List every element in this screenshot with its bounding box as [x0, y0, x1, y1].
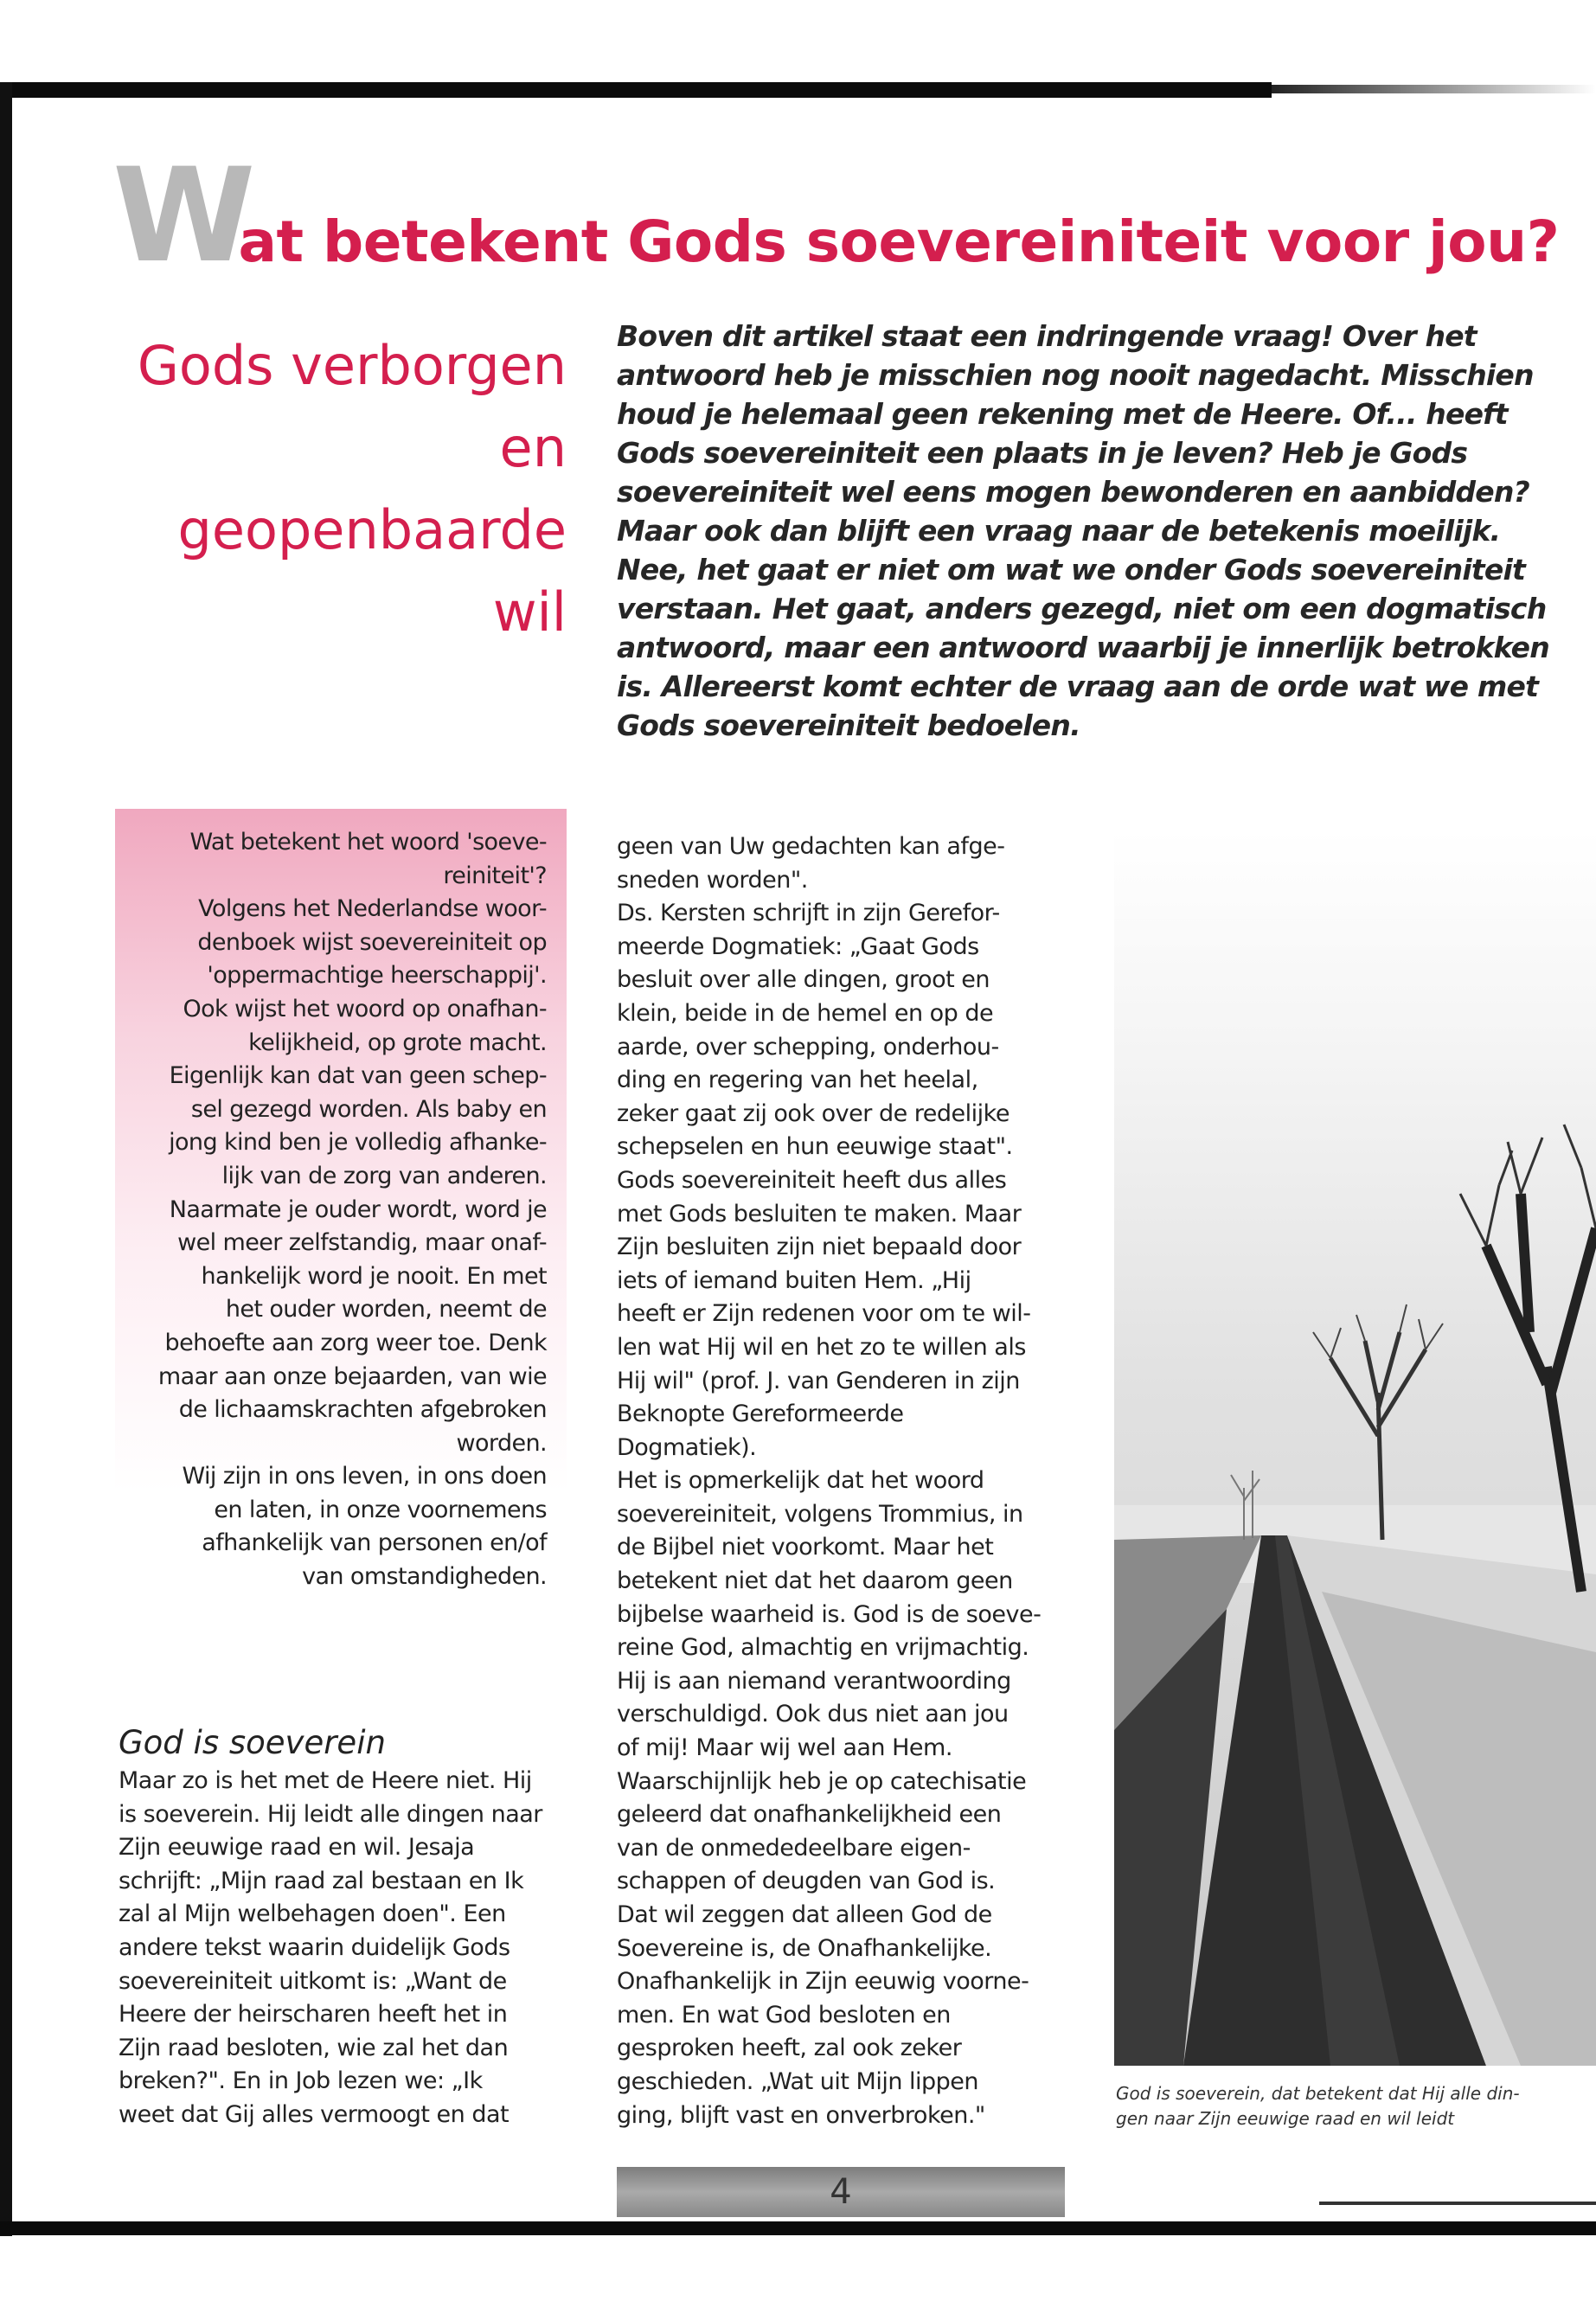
sidebar-line: 'oppermachtige heerschappij'.	[207, 962, 547, 990]
subtitle-line: Gods verborgen	[137, 334, 567, 397]
caption-line: gen naar Zijn eeuwige raad en wil leidt	[1116, 2108, 1455, 2129]
body-line: van de onmededeelbare eigen-	[617, 1834, 971, 1862]
body-line: Zijn besluiten zijn niet bepaald door	[617, 1234, 1022, 1261]
sidebar-line: Naarmate je ouder wordt, word je	[169, 1195, 547, 1223]
body-line: schappen of deugden van God is.	[617, 1868, 996, 1895]
article-subtitle	[112, 324, 567, 653]
sidebar-line: behoefte aan zorg weer toe. Denk	[164, 1329, 547, 1356]
top-border-fade	[1272, 85, 1596, 93]
top-border-bar	[0, 82, 1272, 98]
body-line: geschieden. „Wat uit Mijn lippen	[617, 2067, 979, 2095]
body-line: sneden worden".	[617, 866, 808, 894]
sidebar-line: sel gezegd worden. Als baby en	[190, 1095, 547, 1123]
sidebar-line: hankelijk word je nooit. En met	[201, 1262, 547, 1290]
title-dropcap: W	[112, 141, 246, 292]
body-line: len wat Hij wil en het zo te willen als	[617, 1333, 1026, 1361]
body-line: is soeverein. Hij leidt alle dingen naar	[119, 1800, 542, 1828]
intro-paragraph: Boven dit artikel staat een indringende vraag! Over het antwoord heb je misschien nog nooit nagedacht. Misschien houd je helemaal geen rekening met de Heere. Of... heeft Gods soevereiniteit een plaats in je leven? Heb je Gods soevereiniteit wel eens mogen bewonderen en aanbidden? Maar ook dan blijft een vraag naar de betekenis moeilijk. Nee, het gaat er niet om wat we onder Gods soevereiniteit verstaan. Het gaat, anders gezegd, niet om een dogmatisch antwoord, maar een antwoord waarbij je innerlijk betrokken is. Allereerst komt echter de vraag aan de orde wat we met Gods soevereiniteit bedoelen.	[617, 319, 1549, 742]
sidebar-line: Wij zijn in ons leven, in ons doen	[182, 1463, 547, 1490]
title-text: at betekent Gods soevereiniteit voor jou?	[238, 208, 1560, 275]
body-line: Gods soevereiniteit heeft dus alles	[617, 1166, 1007, 1194]
body-line: aarde, over schepping, onderhou-	[617, 1033, 999, 1061]
sidebar-line: jong kind ben je volledig afhanke-	[169, 1129, 547, 1157]
body-line: met Gods besluiten te maken. Maar	[617, 1200, 1022, 1227]
sidebar-line: reiniteit'?	[443, 862, 547, 889]
middle-column-text	[617, 830, 1075, 2132]
body-line: andere tekst waarin duidelijk Gods	[119, 1933, 510, 1961]
body-line: geleerd dat onafhankelijkheid een	[617, 1801, 1002, 1829]
subtitle-line: geopenbaarde	[177, 498, 567, 561]
sidebar-line: worden.	[456, 1429, 547, 1457]
subtitle-line: wil	[492, 580, 567, 644]
winter-road-illustration	[1114, 830, 1596, 2066]
sidebar-line: Ook wijst het woord op onafhan-	[183, 995, 547, 1022]
section-heading: God is soeverein	[119, 1724, 386, 1761]
body-line: breken?". En in Job lezen we: „Ik	[119, 2067, 483, 2095]
sidebar-line: Eigenlijk kan dat van geen schep-	[169, 1062, 547, 1090]
body-line: Hij is aan niemand verantwoording	[617, 1667, 1011, 1695]
body-line: of mij! Maar wij wel aan Hem.	[617, 1734, 952, 1762]
body-line: meerde Dogmatiek: „Gaat Gods	[617, 933, 979, 960]
sidebar-line: wel meer zelfstandig, maar onaf-	[177, 1229, 547, 1257]
sidebar-line: kelijkheid, op grote macht.	[248, 1029, 547, 1056]
body-line: Zijn eeuwige raad en wil. Jesaja	[119, 1834, 475, 1862]
sidebar-line: afhankelijk van personen en/of	[202, 1529, 547, 1557]
body-line: zeker gaat zij ook over de redelijke	[617, 1099, 1010, 1127]
body-line: besluit over alle dingen, groot en	[617, 966, 990, 994]
body-line: geen van Uw gedachten kan afge-	[617, 833, 1005, 860]
body-line: schrijft: „Mijn raad zal bestaan en Ik	[119, 1867, 524, 1894]
body-line: bijbelse waarheid is. God is de soeve-	[617, 1600, 1042, 1628]
body-line: Het is opmerkelijk dat het woord	[617, 1467, 984, 1495]
body-line: reine God, almachtig en vrijmachtig.	[617, 1634, 1029, 1662]
body-line: Onafhankelijk in Zijn eeuwig voorne-	[617, 1968, 1029, 1996]
body-line: verschuldigd. Ook dus niet aan jou	[617, 1701, 1009, 1728]
body-line: Hij wil" (prof. J. van Genderen in zijn	[617, 1367, 1020, 1394]
body-line: iets of iemand buiten Hem. „Hij	[617, 1266, 971, 1294]
photo-caption	[1116, 2081, 1557, 2131]
sidebar-line: maar aan onze bejaarden, van wie	[157, 1362, 547, 1390]
sidebar-line: Wat betekent het woord 'soeve-	[189, 829, 547, 856]
sidebar-line: de lichaamskrachten afgebroken	[178, 1396, 547, 1424]
body-line: heeft er Zijn redenen voor om te wil-	[617, 1300, 1031, 1328]
body-line: Zijn raad besloten, wie zal het dan	[119, 2034, 509, 2061]
sidebar-line: van omstandigheden.	[302, 1563, 547, 1591]
body-line: men. En wat God besloten en	[617, 2001, 951, 2029]
sidebar-line: denboek wijst soevereiniteit op	[197, 928, 547, 956]
article-title	[112, 141, 1583, 292]
body-line: gesproken heeft, zal ook zeker	[617, 2035, 962, 2062]
body-line: Waarschijnlijk heb je op catechisatie	[617, 1767, 1027, 1795]
page-number-bar	[617, 2167, 1065, 2217]
body-line: klein, beide in de hemel en op de	[617, 999, 994, 1027]
sidebar-line: het ouder worden, neemt de	[225, 1296, 547, 1324]
left-column-text	[119, 1765, 568, 2132]
body-line: weet dat Gij alles vermoogt en dat	[119, 2100, 510, 2128]
body-line: schepselen en hun eeuwige staat".	[617, 1133, 1013, 1161]
page-number: 4	[830, 2172, 852, 2212]
body-line: Dat wil zeggen dat alleen God de	[617, 1901, 992, 1928]
left-page-edge	[0, 82, 12, 2236]
sidebar-line: lijk van de zorg van anderen.	[221, 1162, 547, 1189]
body-line: Dogmatiek).	[617, 1433, 757, 1461]
sidebar-text	[130, 826, 547, 1594]
body-line: Beknopte Gereformeerde	[617, 1400, 904, 1428]
landscape-photo	[1114, 830, 1596, 2066]
sidebar-line: Volgens het Nederlandse woor-	[198, 895, 547, 923]
body-line: zal al Mijn welbehagen doen". Een	[119, 1900, 506, 1928]
body-line: Heere der heirscharen heeft het in	[119, 2001, 508, 2029]
body-line: Maar zo is het met de Heere niet. Hij	[119, 1767, 532, 1794]
body-line: Soevereine is, de Onafhankelijke.	[617, 1934, 992, 1962]
body-line: soevereiniteit, volgens Trommius, in	[617, 1500, 1023, 1528]
body-line: de Bijbel niet voorkomt. Maar het	[617, 1534, 994, 1561]
body-line: Ds. Kersten schrijft in zijn Gerefor-	[617, 900, 1000, 927]
body-line: ding en regering van het heelal,	[617, 1067, 978, 1094]
body-line: betekent niet dat het daarom geen	[617, 1567, 1013, 1595]
body-line: ging, blijft vast en onverbroken."	[617, 2101, 985, 2129]
bottom-rule	[1319, 2202, 1596, 2205]
bottom-border-bar	[0, 2221, 1596, 2235]
caption-line: God is soeverein, dat betekent dat Hij alle din-	[1116, 2083, 1520, 2104]
body-line: soevereiniteit uitkomt is: „Want de	[119, 1967, 507, 1995]
sidebar-line: en laten, in onze voornemens	[214, 1496, 547, 1523]
subtitle-line: en	[499, 416, 567, 479]
